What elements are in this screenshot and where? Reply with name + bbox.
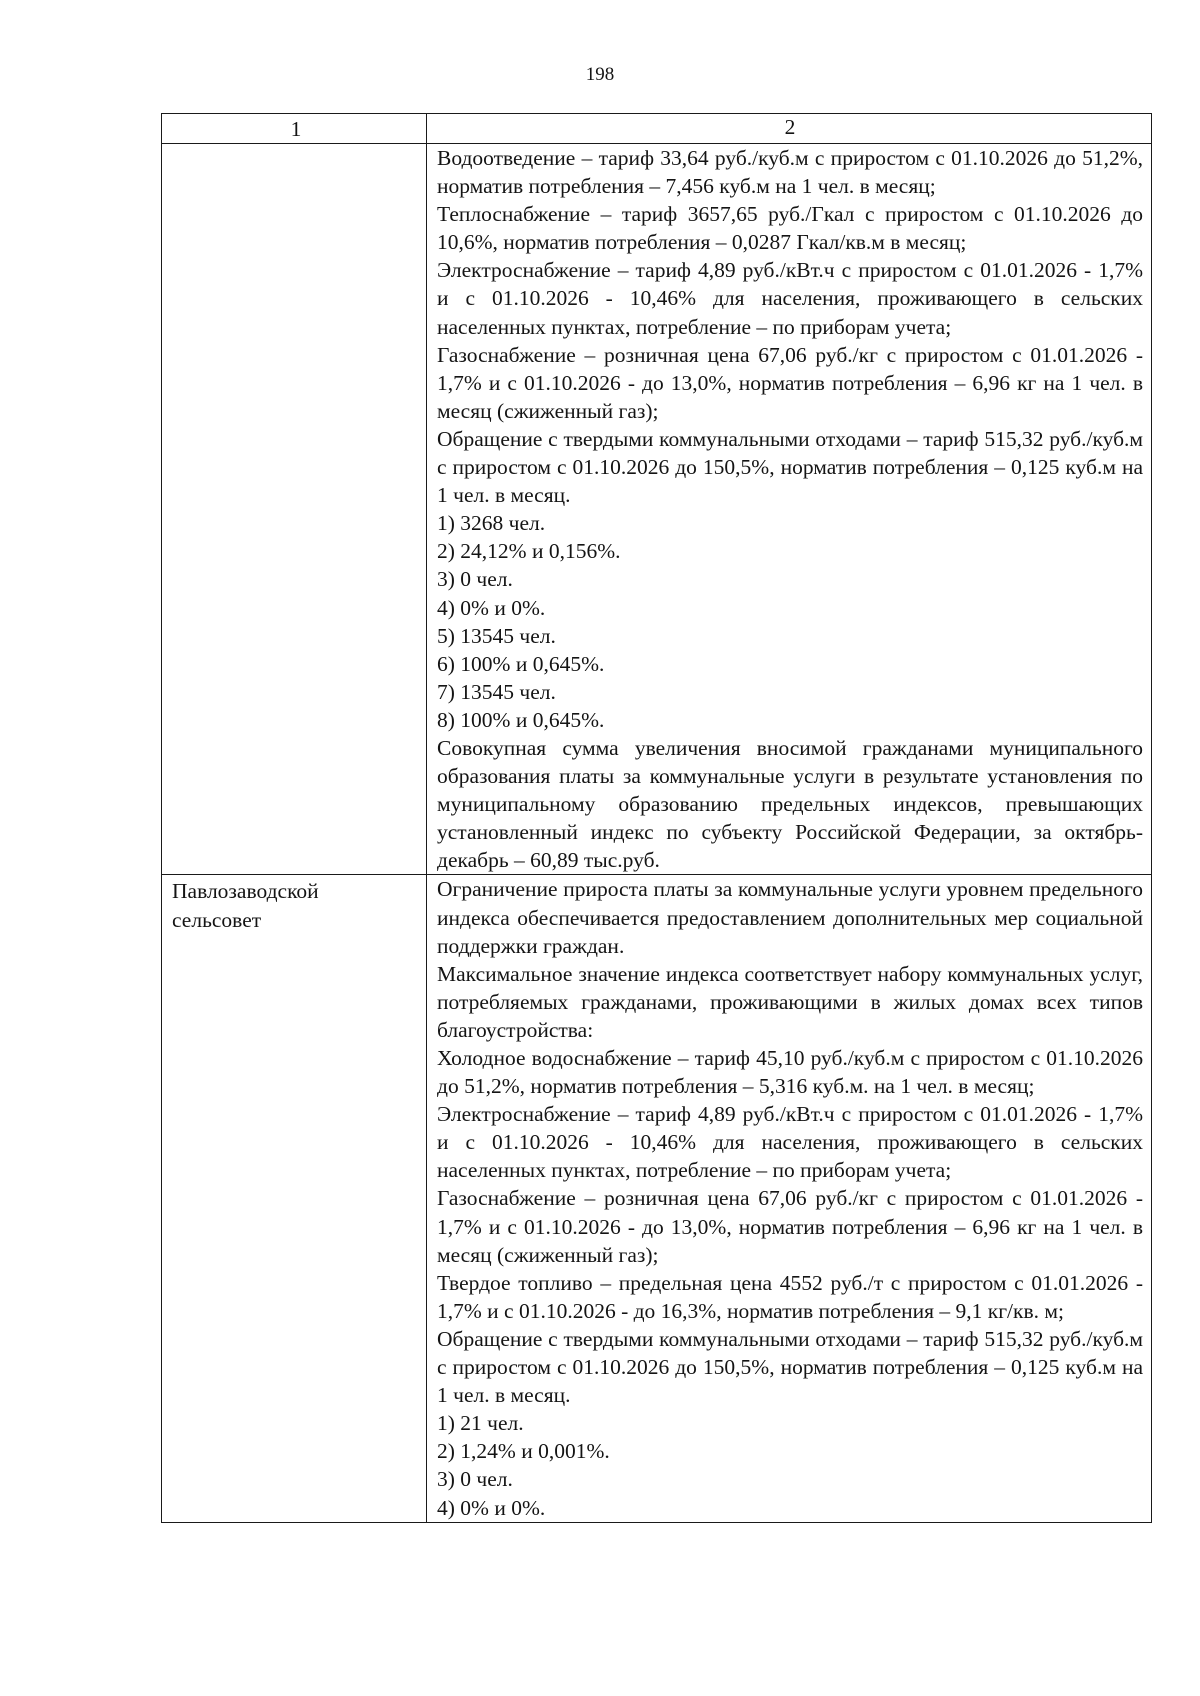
table-header-row	[162, 114, 1152, 144]
table-row	[162, 144, 1152, 875]
page-number: 198	[585, 64, 615, 85]
column-header-1: 1	[162, 114, 427, 144]
list-item: 2) 1,24% и 0,001%.	[437, 1439, 610, 1464]
cold-water-paragraph: Холодное водоснабжение – тариф 45,10 руб./куб.м с приростом с 01.10.2026 до 51,2%, норматив потребления – 5,316 куб.м. на 1 чел. в месяц;	[437, 1046, 1143, 1099]
electricity-paragraph: Электроснабжение – тариф 4,89 руб./кВт.ч с приростом с 01.01.2026 - 1,7% и с 01.10.2026 - 10,46% для населения, проживающего в сельских населенных пунктах, потребление – по приборам учета;	[437, 258, 1143, 339]
description-cell	[427, 875, 1152, 1522]
list-item: 6) 100% и 0,645%.	[437, 651, 605, 676]
solid-waste-paragraph: Обращение с твердыми коммунальными отходами – тариф 515,32 руб./куб.м с приростом с 01.10.2026 до 150,5%, норматив потребления – 0,125 куб.м на 1 чел. в месяц.	[437, 426, 1143, 508]
municipality-cell: Павлозаводской сельсовет	[162, 875, 427, 1522]
description-cell	[427, 144, 1152, 875]
solid-fuel-paragraph: Твердое топливо – предельная цена 4552 руб./т с приростом с 01.01.2026 - 1,7% и с 01.10.2026 - до 16,3%, норматив потребления – 9,1 кг/кв. м;	[437, 1270, 1143, 1323]
electricity-paragraph: Электроснабжение – тариф 4,89 руб./кВт.ч с приростом с 01.01.2026 - 1,7% и с 01.10.2026 - 10,46% для населения, проживающего в сельских населенных пунктах, потребление – по приборам учета;	[437, 1102, 1143, 1183]
list-item: 3) 0 чел.	[437, 1467, 513, 1492]
list-item: 4) 0% и 0%.	[437, 1495, 546, 1520]
gas-supply-paragraph: Газоснабжение – розничная цена 67,06 руб./кг с приростом с 01.01.2026 - 1,7% и с 01.10.2026 - до 13,0%, норматив потребления – 6,96 кг на 1 чел. в месяц (сжиженный газ);	[437, 342, 1143, 423]
list-item: 4) 0% и 0%.	[437, 595, 546, 620]
tariff-table	[161, 113, 1152, 1523]
heat-supply-paragraph: Теплоснабжение – тариф 3657,65 руб./Гкал с приростом с 01.10.2026 до 10,6%, норматив потребления – 0,0287 Гкал/кв.м в месяц;	[437, 202, 1143, 255]
list-item: 1) 3268 чел.	[437, 511, 546, 536]
max-index-paragraph: Максимальное значение индекса соответствует набору коммунальных услуг, потребляемых гражданами, проживающими в жилых домах всех типов благоустройства:	[437, 961, 1143, 1042]
list-item: 2) 24,12% и 0,156%.	[437, 539, 621, 564]
municipality-cell	[162, 144, 427, 875]
list-item: 1) 21 чел.	[437, 1411, 524, 1436]
column-header-2: 2	[427, 114, 1152, 144]
list-item: 3) 0 чел.	[437, 567, 513, 592]
limit-paragraph: Ограничение прироста платы за коммунальные услуги уровнем предельного индекса обеспечивается предоставлением дополнительных мер социальной поддержки граждан.	[437, 877, 1143, 958]
gas-supply-paragraph: Газоснабжение – розничная цена 67,06 руб./кг с приростом с 01.01.2026 - 1,7% и с 01.10.2026 - до 13,0%, норматив потребления – 6,96 кг на 1 чел. в месяц (сжиженный газ);	[437, 1186, 1143, 1267]
water-disposal-paragraph: Водоотведение – тариф 33,64 руб./куб.м с приростом с 01.10.2026 до 51,2%, норматив потребления – 7,456 куб.м на 1 чел. в месяц;	[437, 146, 1143, 199]
solid-waste-paragraph: Обращение с твердыми коммунальными отходами – тариф 515,32 руб./куб.м с приростом с 01.10.2026 до 150,5%, норматив потребления – 0,125 куб.м на 1 чел. в месяц.	[437, 1326, 1143, 1408]
list-item: 5) 13545 чел.	[437, 623, 556, 648]
list-item: 8) 100% и 0,645%.	[437, 707, 605, 732]
table-row	[162, 875, 1152, 1522]
list-item: 7) 13545 чел.	[437, 679, 556, 704]
total-increase-paragraph: Совокупная сумма увеличения вносимой гражданами муниципального образования платы за коммунальные услуги в результате установления по муниципальному образованию предельных индексов, превышающих установленный индекс по субъекту Российской Федерации, за октябрь-декабрь – 60,89 тыс.руб.	[437, 735, 1143, 873]
